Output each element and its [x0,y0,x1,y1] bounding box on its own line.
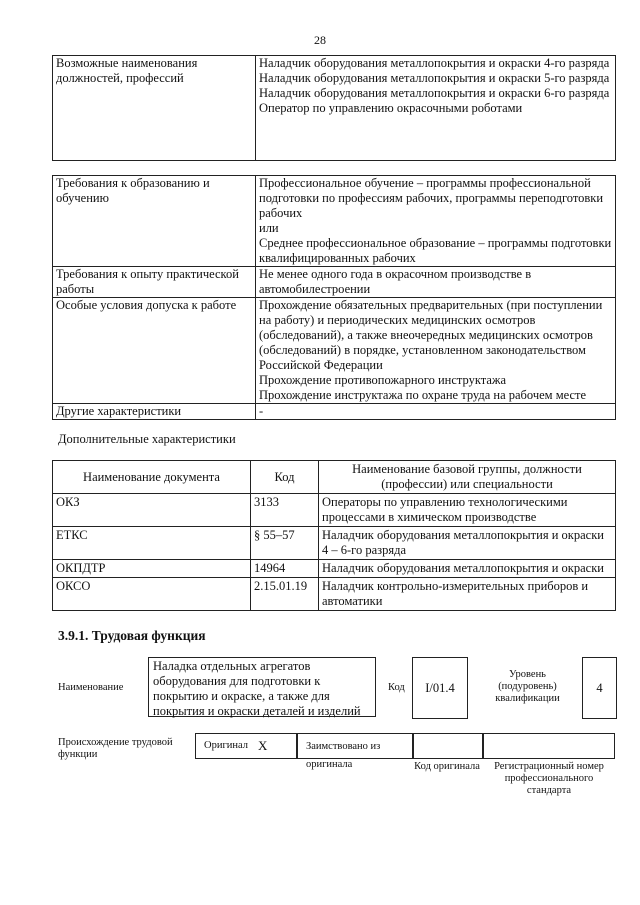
table-row [53,298,616,404]
table-row [53,404,616,420]
table-cell: Операторы по управлению технологическими процессами в химическом производстве [319,494,616,527]
requirement-line: Среднее профессиональное образование – программы подготовки квалифицированных рабочих [259,236,612,265]
requirement-line: или [259,221,279,235]
qualification-level-label: Уровень (подуровень) квалификации [495,669,560,704]
table-cell: ОКЗ [53,494,251,527]
requirement-line: Прохождение обязательных предварительных (при поступлении на работу) и периодических медицинских осмотров (обследований), а также внеочередных медицинских осмотров (обследований) в порядке, установленном законодательством Российской Федерации [259,298,603,372]
table-cell: ОКСО [53,578,251,611]
positions-list [256,56,616,161]
page-number: 28 [314,33,326,47]
table-header-row [53,461,616,494]
positions-label: Возможные наименования должностей, профессий [53,56,256,161]
requirement-value [256,404,616,420]
function-code-box [412,657,468,719]
table-row [53,56,616,161]
caption-original-code: Код оригинала [414,761,480,772]
table-cell: 2.15.01.19 [251,578,319,611]
requirement-label: Особые условия допуска к работе [53,298,256,404]
column-header: Наименование базовой группы, должности (профессии) или специальности [319,461,616,494]
table-row [53,527,616,560]
requirement-value [256,176,616,267]
origin-label: Происхождение трудовой функции [58,737,173,760]
qualification-level-box [582,657,617,719]
function-name-label: Наименование [58,682,124,693]
code-label: Код [388,682,405,693]
table-row [53,560,616,578]
table-cell: 3133 [251,494,319,527]
requirements-table [52,175,616,420]
requirement-line: Прохождение инструктажа по охране труда на рабочем месте [259,388,587,402]
requirement-value [256,298,616,404]
original-mark: X [258,738,268,753]
requirement-line: Прохождение противопожарного инструктажа [259,373,507,387]
requirement-label: Другие характеристики [53,404,256,420]
registration-number-cell [483,733,615,759]
original-code-cell [413,733,483,759]
table-cell: ОКПДТР [53,560,251,578]
list-item: Наладчик оборудования металлопокрытия и окраски 4-го разряда [259,56,610,70]
borrowed-label: Заимствовано из оригинала [306,741,381,770]
list-item: Наладчик оборудования металлопокрытия и окраски 5-го разряда [259,71,610,85]
requirement-line: - [259,404,264,418]
positions-table [52,55,616,161]
original-label: Оригинал [204,740,248,751]
requirement-value [256,267,616,298]
table-row [53,578,616,611]
table-row [53,267,616,298]
function-name-box: Наладка отдельных агрегатов оборудования для подготовки к покрытию и окраске, а также для покрытия и окраски деталей и изделий [148,657,376,717]
qualification-level: 4 [596,680,603,695]
function-code: I/01.4 [425,680,455,695]
column-header: Наименование документа [53,461,251,494]
list-item: Оператор по управлению окрасочными роботами [259,101,523,115]
caption-registration-number: Регистрационный номер профессионального стандарта [494,761,604,796]
requirement-line: Профессиональное обучение – программы профессиональной подготовки по профессиям рабочих, программы переподготовки рабочих [259,176,604,220]
borrowed-cell [297,733,413,770]
column-header: Код [251,461,319,494]
requirement-label: Требования к образованию и обучению [53,176,256,267]
additional-table [52,460,616,611]
table-cell: Наладчик контрольно-измерительных приборов и автоматики [319,578,616,611]
original-cell [195,733,297,759]
table-cell: ЕТКС [53,527,251,560]
table-cell: 14964 [251,560,319,578]
table-row [53,494,616,527]
requirement-line: Не менее одного года в окрасочном производстве в автомобилестроении [259,267,532,296]
table-cell: § 55–57 [251,527,319,560]
requirement-label: Требования к опыту практической работы [53,267,256,298]
list-item: Наладчик оборудования металлопокрытия и окраски 6-го разряда [259,86,610,100]
section-heading: 3.9.1. Трудовая функция [58,628,206,643]
table-cell: Наладчик оборудования металлопокрытия и окраски [319,560,616,578]
table-cell: Наладчик оборудования металлопокрытия и окраски 4 – 6-го разряда [319,527,616,560]
table-row [53,176,616,267]
additional-title: Дополнительные характеристики [58,432,236,446]
